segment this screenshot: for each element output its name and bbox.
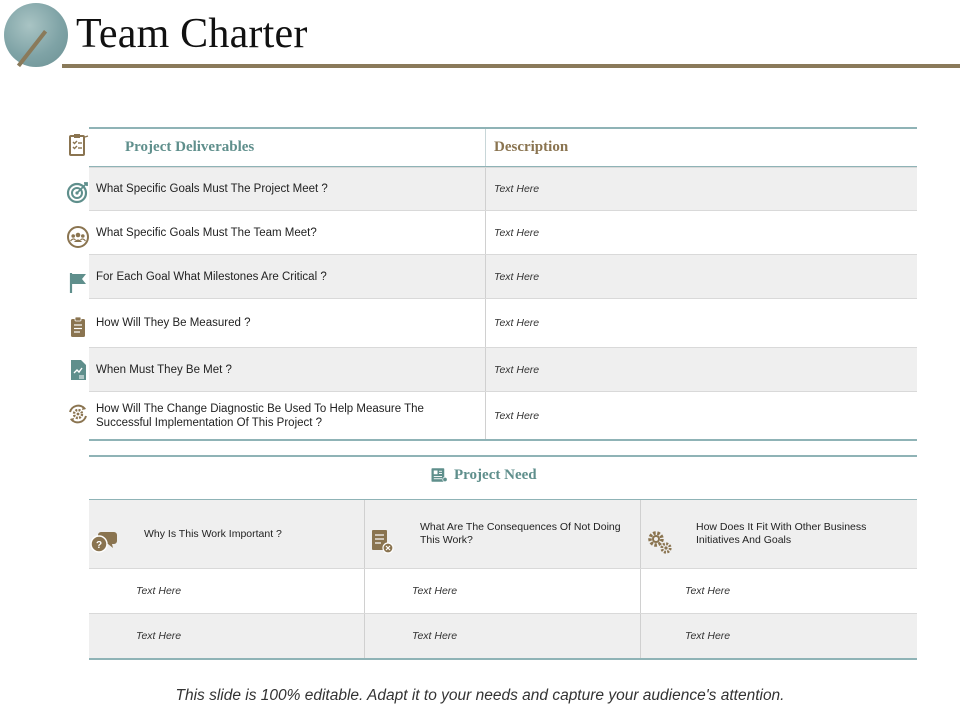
need-cell: Text Here xyxy=(89,614,365,658)
deliverables-header-row xyxy=(89,129,917,167)
page-title: Team Charter xyxy=(76,11,308,57)
need-cell: Text Here xyxy=(685,585,731,597)
gears-icon xyxy=(646,528,674,556)
target-icon xyxy=(66,180,90,204)
table-row xyxy=(89,613,917,658)
deliverables-table xyxy=(89,127,917,441)
need-question: How Does It Fit With Other Business Initiatives And Goals xyxy=(696,521,867,546)
clipboard-icon xyxy=(66,315,90,339)
need-cell: Text Here xyxy=(365,569,641,613)
deliverable-question: What Specific Goals Must The Project Meet ? xyxy=(89,168,486,210)
chat-question-icon xyxy=(90,528,118,556)
deliverable-description: Text Here xyxy=(494,270,540,283)
checklist-icon xyxy=(66,133,90,157)
document-cancel-icon xyxy=(369,528,397,556)
chart-document-icon xyxy=(66,358,90,382)
deliverable-question: For Each Goal What Milestones Are Critical ? xyxy=(89,255,486,298)
table-row xyxy=(89,298,917,347)
table-row xyxy=(89,210,917,254)
project-need-top-rule xyxy=(89,455,917,457)
need-column-header xyxy=(89,500,365,568)
deliverable-question: When Must They Be Met ? xyxy=(89,348,486,391)
deliverables-column-header: Project Deliverables xyxy=(89,129,486,166)
deliverable-question: How Will The Change Diagnostic Be Used To Help Measure The Successful Implementation Of This Project ? xyxy=(89,392,486,439)
footer-note: This slide is 100% editable. Adapt it to your needs and capture your audience's attention. xyxy=(175,687,785,704)
table-row xyxy=(89,347,917,391)
deliverable-question: What Specific Goals Must The Team Meet? xyxy=(89,211,486,254)
deliverable-description: Text Here xyxy=(494,317,540,329)
need-cell: Text Here xyxy=(365,614,641,658)
project-need-table xyxy=(89,499,917,660)
table-row xyxy=(89,391,917,439)
newspaper-icon xyxy=(430,466,448,484)
description-column-header: Description xyxy=(494,139,569,155)
need-question: What Are The Consequences Of Not Doing This Work? xyxy=(420,521,621,546)
logo-circle xyxy=(4,3,68,67)
gear-cycle-icon xyxy=(66,402,90,426)
need-column-header xyxy=(641,500,917,568)
deliverable-description: Text Here xyxy=(494,363,540,376)
deliverable-question: How Will They Be Measured ? xyxy=(89,299,486,347)
flag-icon xyxy=(66,270,90,294)
need-cell: Text Here xyxy=(685,630,731,642)
project-need-heading xyxy=(430,466,537,484)
team-icon xyxy=(66,225,90,249)
deliverable-description: Text Here xyxy=(494,226,540,239)
title-underline xyxy=(62,64,960,68)
table-row xyxy=(89,254,917,298)
need-cell: Text Here xyxy=(89,569,365,613)
project-need-title: Project Need xyxy=(454,466,537,483)
need-question: Why Is This Work Important ? xyxy=(144,528,282,540)
table-row xyxy=(89,568,917,613)
deliverable-description: Text Here xyxy=(494,409,540,422)
svg-text:?: ? xyxy=(95,540,103,551)
table-row xyxy=(89,167,917,210)
need-column-header xyxy=(365,500,641,568)
deliverable-description: Text Here xyxy=(494,183,540,195)
project-need-header-row xyxy=(89,500,917,568)
